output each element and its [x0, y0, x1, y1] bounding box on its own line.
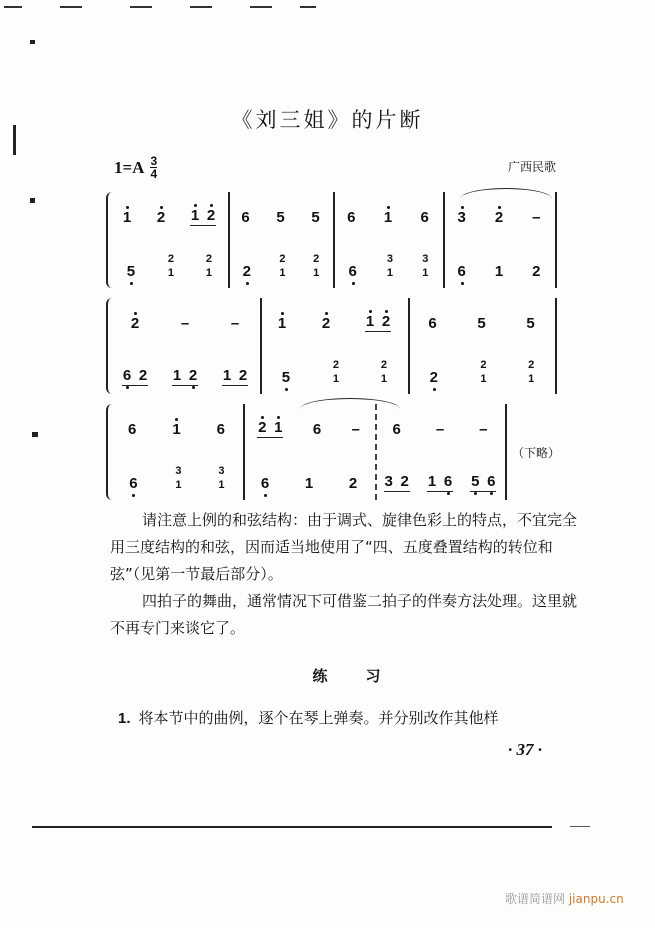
chord-note: 2 [380, 359, 388, 371]
note: 2 [188, 367, 198, 384]
chord-note: 2 [205, 253, 213, 265]
beat [175, 464, 181, 492]
beat [429, 370, 439, 386]
score-system-1 [110, 192, 556, 288]
time-bottom: 4 [150, 167, 158, 181]
page-bottom-rule [570, 826, 590, 827]
time-signature [150, 155, 157, 180]
beat [311, 210, 321, 226]
beat [180, 316, 190, 332]
melody-row [375, 408, 505, 438]
scan-edge-mark [190, 6, 212, 8]
chord [168, 252, 174, 280]
chord [218, 464, 224, 492]
beat [392, 422, 402, 438]
score-system-3 [110, 404, 506, 500]
beat [312, 422, 322, 438]
melody-row [228, 196, 333, 226]
note: 2 [532, 263, 541, 280]
chord [206, 252, 212, 280]
chord-note: 1 [528, 373, 535, 385]
note: 3 [384, 473, 393, 490]
chord-note: 1 [205, 267, 213, 279]
beat [477, 316, 487, 332]
beat [333, 358, 339, 386]
note: 2 [206, 207, 216, 224]
sustain-dash: – [180, 315, 190, 332]
measure [110, 298, 262, 394]
accompaniment-row [408, 346, 555, 386]
note: 6 [241, 209, 250, 226]
chord [279, 252, 285, 280]
melody-row [110, 196, 228, 226]
key-label: 1=A [114, 157, 145, 177]
chord-note: 2 [480, 359, 487, 371]
note: 2 [242, 263, 251, 280]
beat [387, 252, 393, 280]
measure [260, 298, 410, 394]
chord-note: 2 [167, 253, 174, 265]
beat [242, 264, 252, 280]
page-number: · 37 · [508, 740, 542, 759]
chord [175, 464, 181, 492]
note: 1 [427, 473, 437, 490]
accompaniment-row [243, 452, 375, 492]
note: 2 [494, 209, 504, 226]
chord [333, 358, 339, 386]
beat [241, 210, 251, 226]
chord-note: 2 [279, 253, 286, 265]
note: 5 [471, 473, 480, 490]
note: 2 [429, 369, 438, 386]
note: 2 [348, 475, 358, 492]
chord-note: 2 [528, 359, 535, 371]
melody-row [443, 196, 555, 226]
beat [313, 252, 319, 280]
accompaniment-row [110, 452, 243, 492]
chord-note: 1 [218, 479, 225, 491]
beat [365, 314, 391, 332]
piece-origin: 广西民歌 [508, 160, 557, 174]
beat [281, 370, 291, 386]
note: 6 [487, 473, 496, 490]
paragraph: 四拍子的舞曲，通常情况下可借鉴二拍子的伴奏方法处理。这里就不再专门来谈它了。 [110, 592, 578, 637]
watermark-en: jianpu.cn [568, 892, 624, 906]
watermark [505, 890, 624, 907]
measure [243, 404, 377, 500]
note: 1 [222, 367, 232, 384]
note: 6 [443, 473, 453, 490]
beat [218, 464, 224, 492]
note: 1 [172, 421, 181, 438]
note: 2 [381, 313, 391, 330]
beat [321, 316, 331, 332]
measure [408, 298, 557, 394]
beat [457, 210, 467, 226]
note: 1 [365, 313, 375, 330]
chord-note: 1 [422, 267, 429, 279]
beat [346, 210, 356, 226]
measure [333, 192, 445, 288]
beat [351, 422, 361, 438]
chord [381, 358, 387, 386]
beat [222, 368, 248, 386]
beat [381, 358, 387, 386]
note: 6 [122, 367, 132, 384]
sustain-dash: – [435, 421, 445, 438]
measure [110, 192, 230, 288]
scan-edge-mark [30, 40, 35, 44]
note: 6 [216, 421, 225, 438]
chord-note: 1 [480, 373, 487, 385]
chord-note: 1 [332, 373, 339, 385]
note: 6 [420, 209, 429, 226]
accompaniment-row [110, 346, 260, 386]
melody-row [408, 302, 555, 332]
chord [528, 358, 534, 386]
exercise-text: 将本节中的曲例，逐个在琴上弹奏。并分别改作其他样 [138, 709, 499, 727]
accompaniment-row [228, 240, 333, 280]
beat [126, 264, 136, 280]
beat [279, 252, 285, 280]
melody-row [110, 302, 260, 332]
beat [526, 316, 536, 332]
page-bottom-rule [32, 826, 552, 828]
measure [110, 404, 245, 500]
note: 6 [260, 475, 270, 492]
exercise-number: 1. [118, 710, 131, 727]
note: 1 [383, 209, 393, 226]
beat [127, 422, 137, 438]
beat [470, 474, 496, 492]
score-system-2 [110, 298, 556, 394]
beat [128, 476, 138, 492]
chord-note: 1 [175, 479, 182, 491]
omitted-note: （下略） [512, 446, 561, 460]
accompaniment-row [443, 240, 555, 280]
note: 5 [126, 263, 136, 280]
note: 5 [526, 315, 535, 332]
accompaniment-row [260, 346, 408, 386]
beat [276, 210, 286, 226]
note: 2 [238, 367, 248, 384]
slur [460, 188, 552, 199]
note: 6 [392, 421, 401, 438]
chord-note: 1 [386, 267, 393, 279]
exercise-item [118, 707, 499, 728]
note: 5 [281, 369, 291, 386]
note: 1 [274, 419, 283, 436]
note: 6 [347, 209, 356, 226]
chord-note: 3 [422, 253, 429, 265]
beat [531, 264, 541, 280]
note: 6 [428, 315, 437, 332]
beat [435, 422, 445, 438]
beat [528, 358, 534, 386]
note: 5 [311, 209, 320, 226]
piece-title: 《刘三姐》的片断 [231, 108, 424, 132]
note: 5 [276, 209, 285, 226]
scan-edge-mark [300, 6, 316, 8]
chord-note: 3 [175, 465, 182, 477]
beat [156, 210, 166, 226]
beat [348, 476, 358, 492]
beat [277, 316, 287, 332]
scan-edge-mark [32, 432, 38, 437]
watermark-cn: 歌谱简谱网 [505, 892, 566, 906]
accompaniment-row [333, 240, 443, 280]
beat [457, 264, 467, 280]
beat [348, 264, 358, 280]
beat [494, 210, 504, 226]
beat [190, 208, 216, 226]
melody-row [110, 408, 243, 438]
note: 2 [258, 419, 267, 436]
chord [422, 252, 428, 280]
sustain-dash: – [479, 421, 488, 438]
chord-note: 1 [313, 267, 320, 279]
chord-note: 3 [218, 465, 225, 477]
note: 6 [348, 263, 357, 280]
note: 2 [156, 209, 166, 226]
beat [480, 358, 486, 386]
melody-row [333, 196, 443, 226]
scan-edge-mark [60, 6, 82, 8]
key-signature [114, 155, 157, 180]
note: 2 [321, 315, 331, 332]
chord-note: 1 [380, 373, 388, 385]
chord-note: 3 [386, 253, 393, 265]
chord [387, 252, 393, 280]
note: 1 [304, 475, 314, 492]
beat [206, 252, 212, 280]
beat [422, 252, 428, 280]
note: 3 [457, 209, 466, 226]
accompaniment-row [110, 240, 228, 280]
beat [384, 474, 410, 492]
beat [171, 422, 181, 438]
note: 6 [129, 475, 138, 492]
scan-edge-mark [4, 6, 22, 8]
scan-edge-mark [30, 198, 35, 203]
chord [480, 358, 486, 386]
measure [443, 192, 557, 288]
beat [172, 368, 198, 386]
beat [494, 264, 504, 280]
note: 2 [138, 367, 148, 384]
beat [168, 252, 174, 280]
note: 1 [277, 315, 287, 332]
exercise-heading: 练习 [312, 667, 419, 685]
chord-note: 1 [279, 267, 286, 279]
sustain-dash: – [532, 209, 541, 226]
beat [230, 316, 240, 332]
chord [313, 252, 319, 280]
beat [216, 422, 226, 438]
note: 1 [494, 263, 504, 280]
measure [228, 192, 335, 288]
melody-row [260, 302, 408, 332]
chord-note: 1 [167, 267, 174, 279]
beat [428, 316, 438, 332]
melody-row [243, 408, 375, 438]
beat [420, 210, 430, 226]
beat [304, 476, 314, 492]
slur [300, 398, 400, 409]
beat [427, 474, 453, 492]
accompaniment-row [375, 452, 505, 492]
note: 6 [312, 421, 322, 438]
note: 2 [130, 315, 140, 332]
note: 1 [190, 207, 200, 224]
note: 5 [477, 315, 486, 332]
sustain-dash: – [230, 315, 240, 332]
sustain-dash: – [351, 421, 360, 438]
beat [122, 368, 148, 386]
measure [375, 404, 507, 500]
note: 2 [400, 473, 409, 490]
beat [531, 210, 541, 226]
beat [260, 476, 270, 492]
time-top: 3 [150, 154, 158, 168]
chord-note: 2 [313, 253, 320, 265]
chord-note: 2 [332, 359, 339, 371]
paragraph: 请注意上例的和弦结构：由于调式、旋律色彩上的特点，不宜完全用三度结构的和弦，因而适当地使用了“四、五度叠置结构的转位和弦”（见第一节最后部分）。 [110, 511, 578, 583]
beat [383, 210, 393, 226]
beat [478, 422, 488, 438]
beat [122, 210, 132, 226]
beat [257, 420, 283, 438]
note: 6 [127, 421, 137, 438]
scan-edge-mark [250, 6, 272, 8]
scan-edge-mark [130, 6, 152, 8]
note: 1 [122, 209, 132, 226]
note: 6 [457, 263, 466, 280]
beat [130, 316, 140, 332]
note: 1 [172, 367, 182, 384]
